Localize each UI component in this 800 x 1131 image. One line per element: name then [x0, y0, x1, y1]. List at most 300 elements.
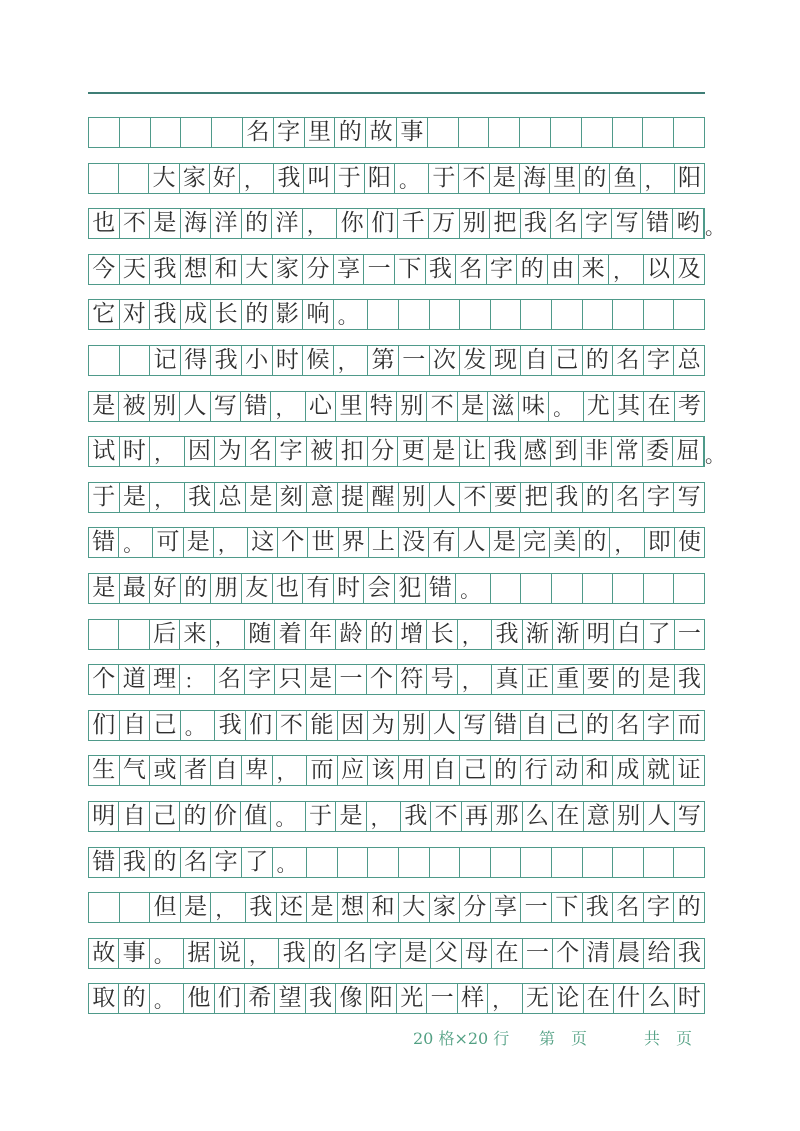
grid-cell: 论	[553, 984, 583, 1013]
grid-cell: 者	[181, 756, 212, 785]
grid-cell: 的	[310, 939, 340, 968]
grid-cell: 到	[551, 437, 582, 466]
grid-cell: 字	[371, 939, 401, 968]
grid-cell: 家	[180, 164, 210, 193]
grid-cell: 其	[614, 392, 644, 421]
grid-cell: 委	[643, 437, 674, 466]
grid-cell: 个	[278, 528, 308, 557]
grid-cell: 个	[553, 939, 583, 968]
grid-cell-empty	[644, 300, 675, 329]
grid-cell: 希	[245, 984, 275, 1013]
grid-cell: 错	[426, 574, 457, 603]
grid-cell: 心	[306, 392, 336, 421]
grid-cell: 对	[120, 300, 151, 329]
grid-cell: ，	[458, 620, 492, 649]
grid-cell: 因	[185, 437, 216, 466]
grid-cell: 的	[491, 756, 522, 785]
grid-cell: 长	[427, 620, 457, 649]
grid-cell: 常	[612, 437, 643, 466]
grid-cell: 。	[271, 802, 305, 831]
grid-cell: ，	[211, 620, 245, 649]
grid-cell-empty	[89, 164, 119, 193]
grid-cell: 次	[430, 346, 461, 375]
grid-cell: 我	[185, 483, 216, 512]
grid-cell: 写	[612, 209, 643, 238]
hanging-punctuation: 。	[705, 443, 725, 468]
grid-cell: 不	[427, 392, 457, 421]
grid-cell: 分	[303, 255, 334, 284]
grid-cell: 时	[120, 437, 151, 466]
grid-cell-empty	[520, 118, 551, 147]
grid-cell-empty	[119, 164, 149, 193]
grid-cell-empty	[521, 574, 552, 603]
grid-row	[88, 664, 705, 695]
grid-row	[88, 573, 705, 604]
grid-cell: 里	[550, 164, 580, 193]
grid-cell-empty	[120, 346, 151, 375]
grid-cell: 人	[180, 392, 210, 421]
grid-row	[88, 801, 705, 832]
grid-cell: 该	[368, 756, 399, 785]
hanging-punctuation: 。	[705, 215, 725, 240]
grid-cell: 使	[677, 529, 701, 556]
grid-cell: 的	[583, 483, 614, 512]
grid-cell: 是	[150, 209, 181, 238]
grid-cell: 错	[89, 848, 120, 877]
grid-cell: 意	[307, 483, 338, 512]
grid-cell: 成	[181, 300, 212, 329]
grid-cell-empty	[613, 848, 644, 877]
grid-cell: 也	[273, 574, 304, 603]
grid-cell: 因	[338, 711, 369, 740]
grid-cell: 完	[520, 528, 550, 557]
grid-cell: ，	[334, 346, 369, 375]
grid-cell: ，	[367, 802, 401, 831]
grid-cell: 字	[644, 483, 675, 512]
grid-cell: 叫	[304, 164, 334, 193]
grid-cell-empty	[552, 848, 583, 877]
grid-cell: 我	[677, 939, 701, 966]
grid-cell: 是	[490, 528, 520, 557]
grid-cell: 意	[584, 802, 614, 831]
grid-cell: 是	[401, 939, 431, 968]
grid-cell: 下	[395, 255, 426, 284]
grid-cell-empty	[89, 620, 119, 649]
grid-cell: 大	[399, 893, 430, 922]
grid-cell: 感	[521, 437, 552, 466]
grid-cell: 一	[521, 893, 552, 922]
grid-cell: 是	[181, 893, 212, 922]
grid-cell: 的	[580, 164, 610, 193]
grid-cell-empty	[368, 300, 399, 329]
grid-cell: 扣	[337, 437, 368, 466]
grid-cell: 不	[460, 483, 491, 512]
grid-cell-empty	[552, 300, 583, 329]
grid-row	[88, 436, 725, 468]
grid-cell: 提	[338, 483, 369, 512]
grid-cell: 我	[521, 209, 552, 238]
grid-cell: 但	[150, 893, 181, 922]
grid-cell: 世	[308, 528, 338, 557]
grid-cell: 字	[211, 848, 242, 877]
grid-cell: ，	[150, 437, 185, 466]
grid-cell: 望	[275, 984, 305, 1013]
grid-cell: 还	[277, 893, 308, 922]
grid-cell: 。	[181, 711, 216, 740]
grid-cell: 母	[462, 939, 492, 968]
grid-cell: 名	[613, 483, 644, 512]
grid-cell: 我	[215, 711, 246, 740]
grid-cell-empty	[582, 118, 613, 147]
grid-cell: 要	[584, 665, 614, 694]
grid-cell: 。	[549, 392, 583, 421]
grid-cell: 一	[427, 984, 457, 1013]
grid-cell: 特	[367, 392, 397, 421]
grid-cell: 响	[303, 300, 334, 329]
grid-cell: 在	[553, 802, 583, 831]
grid-cell: 名	[613, 893, 644, 922]
total-pages-label: 共 页	[644, 1029, 693, 1048]
grid-cell: 。	[273, 848, 308, 877]
grid-row	[88, 938, 705, 969]
grid-cell: 为	[368, 711, 399, 740]
grid-cell-empty	[368, 848, 399, 877]
grid-cell: 鱼	[610, 164, 640, 193]
grid-cell: 随	[245, 620, 275, 649]
grid-cell: 是	[429, 437, 460, 466]
grid-cell-empty	[643, 118, 674, 147]
grid-cell: 错	[643, 209, 674, 238]
grid-cell: 影	[273, 300, 304, 329]
grid-cell: 候	[303, 346, 334, 375]
grid-cell: 得	[181, 346, 212, 375]
grid-cell: 洋	[211, 209, 242, 238]
grid-cell: 或	[150, 756, 181, 785]
grid-cell: 自	[521, 346, 552, 375]
grid-cell: 个	[89, 665, 119, 694]
grid-cell: 的	[180, 802, 210, 831]
grid-cell: 没	[399, 528, 429, 557]
grid-cell: 一	[399, 346, 430, 375]
grid-row	[88, 345, 705, 376]
grid-cell: 名	[456, 255, 487, 284]
grid-cell: 我	[552, 483, 583, 512]
grid-cell: 要	[491, 483, 522, 512]
grid-cell: 是	[458, 392, 488, 421]
grid-cell: 。	[456, 574, 491, 603]
grid-row	[88, 527, 705, 558]
grid-cell: 我	[274, 164, 304, 193]
grid-cell: 别	[397, 392, 427, 421]
grid-cell-empty	[120, 118, 151, 147]
grid-cell: 时	[334, 574, 365, 603]
grid-cell: 即	[645, 528, 675, 557]
grid-cell-empty	[613, 118, 644, 147]
grid-cell: 。	[150, 984, 184, 1013]
grid-cell: 增	[397, 620, 427, 649]
grid-cell: 我	[401, 802, 431, 831]
grid-cell-empty	[583, 848, 614, 877]
grid-cell: 己	[552, 711, 583, 740]
grid-cell: ，	[610, 528, 644, 557]
grid-cell: ，	[609, 255, 644, 284]
grid-cell: 渐	[523, 620, 553, 649]
grid-cell: 享	[491, 893, 522, 922]
grid-cell: 海	[520, 164, 550, 193]
grid-cell: 气	[120, 756, 151, 785]
grid-cell: ，	[150, 483, 185, 512]
grid-cell-empty	[491, 300, 522, 329]
grid-cell-empty	[459, 118, 490, 147]
grid-cell: 大	[242, 255, 273, 284]
grid-cell: 里	[336, 392, 366, 421]
grid-cell: 想	[181, 255, 212, 284]
grid-cell: 哟	[673, 209, 704, 238]
grid-cell: 的	[517, 255, 548, 284]
grid-cell: 父	[431, 939, 461, 968]
grid-cell: 动	[552, 756, 583, 785]
grid-cell: 大	[149, 164, 179, 193]
grid-cell-empty	[338, 848, 369, 877]
grid-cell: 不	[277, 711, 308, 740]
grid-cell: ，	[271, 392, 305, 421]
grid-cell: 是	[336, 802, 366, 831]
grid-cell: 让	[460, 437, 491, 466]
grid-cell: 的	[583, 346, 614, 375]
grid-cell: 无	[523, 984, 553, 1013]
grid-cell: 名	[246, 437, 277, 466]
grid-cell: 着	[275, 620, 305, 649]
grid-cell: 。	[119, 528, 153, 557]
grid-cell: 名	[181, 848, 212, 877]
grid-cell: 这	[248, 528, 278, 557]
grid-cell: 说	[215, 939, 245, 968]
grid-cell: 分	[460, 893, 491, 922]
grid-row	[88, 710, 705, 741]
grid-cell: 是	[246, 483, 277, 512]
grid-cell: 它	[89, 300, 120, 329]
grid-cell: 只	[275, 665, 305, 694]
grid-cell: 阳	[367, 984, 397, 1013]
grid-cell: 字	[274, 118, 305, 147]
grid-cell: 们	[89, 711, 120, 740]
grid-cell: 事	[397, 118, 428, 147]
grid-cell: 会	[364, 574, 395, 603]
grid-cell: 被	[307, 437, 338, 466]
grid-cell: 的	[150, 848, 181, 877]
grid-cell-empty	[613, 574, 644, 603]
grid-cell: 名	[551, 209, 582, 238]
grid-cell-empty	[460, 300, 491, 329]
grid-cell: 用	[399, 756, 430, 785]
grid-cell: 道	[119, 665, 149, 694]
grid-cell: 个	[367, 665, 397, 694]
grid-cell: 享	[334, 255, 365, 284]
grid-cell: 的	[677, 894, 701, 921]
grid-cell-empty	[583, 574, 614, 603]
grid-cell: 自	[430, 756, 461, 785]
grid-cell: 人	[644, 802, 674, 831]
grid-cell: 是	[306, 665, 336, 694]
grid-cell: 能	[307, 711, 338, 740]
grid-cell: 友	[242, 574, 273, 603]
grid-cell: 。	[150, 939, 184, 968]
grid-cell: ，	[458, 665, 492, 694]
grid-cell: 发	[460, 346, 491, 375]
grid-row	[88, 755, 705, 786]
grid-cell: 想	[338, 893, 369, 922]
grid-cell: 成	[613, 756, 644, 785]
grid-cell-empty	[212, 118, 243, 147]
grid-cell: 写	[211, 392, 241, 421]
grid-cell: 尤	[584, 392, 614, 421]
grid-cell-empty	[151, 118, 182, 147]
grid-cell: 的	[614, 665, 644, 694]
grid-cell-empty	[491, 848, 522, 877]
grid-cell: 错	[491, 711, 522, 740]
grid-cell: 时	[273, 346, 304, 375]
grid-cell: 年	[306, 620, 336, 649]
grid-cell: 的	[181, 574, 212, 603]
grid-cell: 重	[553, 665, 583, 694]
grid-cell: 什	[614, 984, 644, 1013]
grid-cell: 别	[460, 209, 491, 238]
grid-cell: 我	[492, 620, 522, 649]
grid-row	[88, 619, 705, 650]
grid-cell: 刻	[277, 483, 308, 512]
grid-cell: 价	[211, 802, 241, 831]
grid-cell: 行	[521, 756, 552, 785]
grid-cell: 生	[89, 756, 120, 785]
grid-cell-empty	[307, 848, 338, 877]
grid-cell: 阳	[677, 164, 701, 191]
grid-cell: 洋	[272, 209, 303, 238]
grid-cell: 不	[120, 209, 151, 238]
grid-cell: 别	[150, 392, 180, 421]
grid-cell: 在	[492, 939, 522, 968]
grid-cell-empty	[551, 118, 582, 147]
grid-cell-empty	[399, 300, 430, 329]
grid-cell-empty	[674, 574, 704, 603]
grid-cell: 己	[552, 346, 583, 375]
grid-cell: 写	[677, 802, 701, 829]
grid-cell: 名	[243, 118, 274, 147]
grid-cell: 以	[644, 255, 675, 284]
grid-cell: 和	[583, 756, 614, 785]
grid-cell: 的	[367, 620, 397, 649]
grid-cell: 不	[431, 802, 461, 831]
grid-cell: ，	[214, 528, 248, 557]
grid-cell: ，	[273, 756, 308, 785]
grid-cell: 是	[120, 483, 151, 512]
grid-cell-empty	[89, 346, 120, 375]
grid-cell: 人	[459, 528, 489, 557]
grid-cell: 里	[305, 118, 336, 147]
top-rule-line	[88, 92, 705, 94]
grid-cell: 是	[490, 164, 520, 193]
grid-cell-empty	[521, 300, 552, 329]
grid-cell: 美	[550, 528, 580, 557]
page-footer	[0, 1028, 800, 1050]
grid-cell-empty	[491, 574, 522, 603]
grid-cell: 更	[398, 437, 429, 466]
grid-cell: 最	[120, 574, 151, 603]
grid-cell-empty	[613, 300, 644, 329]
grid-row	[88, 117, 705, 148]
grid-cell: 别	[614, 802, 644, 831]
grid-cell-empty	[428, 118, 459, 147]
grid-cell: 真	[492, 665, 522, 694]
grid-cell: 字	[644, 893, 675, 922]
grid-cell: 我	[150, 255, 181, 284]
grid-row	[88, 482, 705, 513]
grid-cell: 朋	[211, 574, 242, 603]
grid-cell: 字	[644, 711, 675, 740]
grid-cell: 。	[334, 300, 369, 329]
grid-cell: 为	[215, 437, 246, 466]
grid-cell: 非	[582, 437, 613, 466]
grid-cell: 一	[677, 620, 701, 647]
grid-cell-empty	[552, 574, 583, 603]
grid-cell: ，	[211, 893, 246, 922]
grid-cell: 界	[339, 528, 369, 557]
grid-cell-empty	[489, 118, 520, 147]
grid-spec-label: 20 格×20 行	[413, 1029, 510, 1048]
grid-cell: 错	[241, 392, 271, 421]
grid-cell: 长	[211, 300, 242, 329]
grid-cell: 考	[677, 392, 701, 419]
grid-cell: 后	[150, 620, 180, 649]
grid-cell: 取	[89, 984, 119, 1013]
grid-cell: 有	[429, 528, 459, 557]
grid-cell: 自	[119, 802, 149, 831]
grid-cell: 了	[644, 620, 674, 649]
grid-cell: 故	[89, 939, 119, 968]
grid-cell: 明	[89, 802, 119, 831]
grid-cell: 自	[211, 756, 242, 785]
grid-cell: 和	[211, 255, 242, 284]
grid-cell-empty	[674, 118, 704, 147]
grid-cell: 己	[150, 711, 181, 740]
grid-cell: 是	[89, 392, 119, 421]
grid-cell: 我	[150, 300, 181, 329]
grid-row	[88, 892, 705, 923]
grid-cell-empty	[521, 848, 552, 877]
grid-cell: 像	[336, 984, 366, 1013]
grid-row	[88, 208, 725, 240]
grid-cell: 现	[491, 346, 522, 375]
grid-cell: 千	[398, 209, 429, 238]
grid-cell: 别	[399, 483, 430, 512]
grid-cell: ，	[641, 164, 675, 193]
grid-cell-empty	[430, 848, 461, 877]
grid-cell-empty	[583, 300, 614, 329]
grid-cell: 天	[120, 255, 151, 284]
grid-cell: 清	[584, 939, 614, 968]
grid-cell: 今	[89, 255, 120, 284]
grid-cell: 字	[487, 255, 518, 284]
grid-cell: 来	[579, 255, 610, 284]
grid-cell: 字	[245, 665, 275, 694]
grid-cell: 下	[552, 893, 583, 922]
grid-cell: 阳	[365, 164, 395, 193]
grid-cell: 名	[340, 939, 370, 968]
grid-cell: 我	[677, 666, 701, 693]
grid-cell: 名	[613, 346, 644, 375]
grid-cell: 海	[181, 209, 212, 238]
grid-row	[88, 391, 705, 422]
grid-cell: 而	[677, 711, 701, 738]
